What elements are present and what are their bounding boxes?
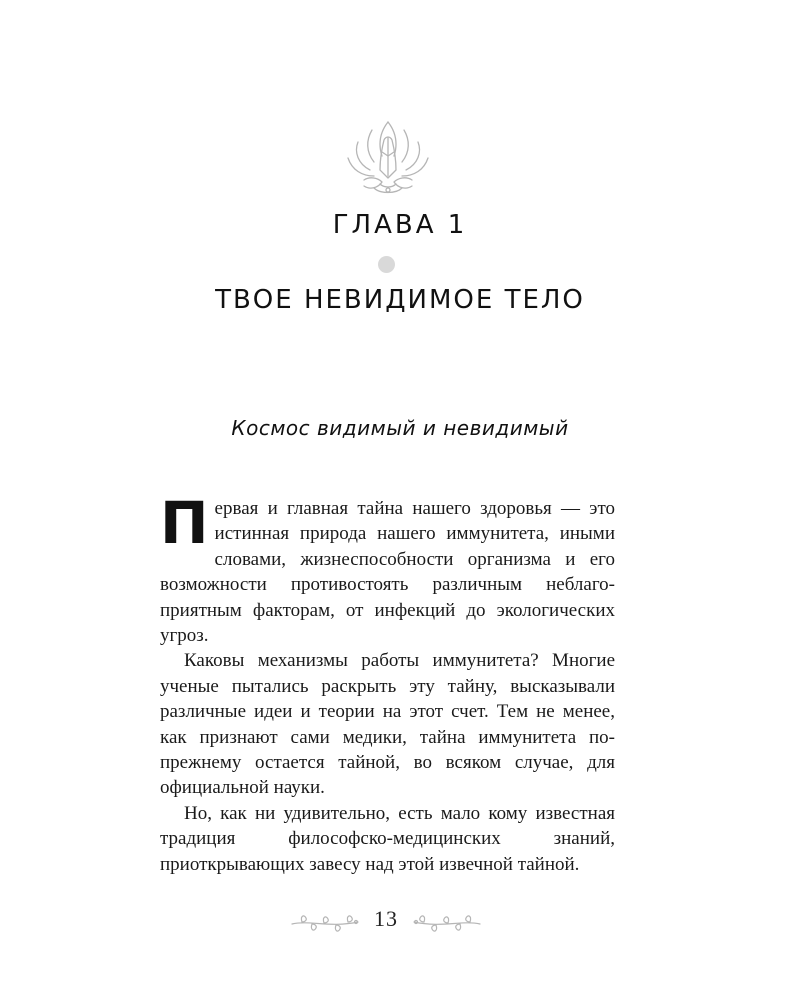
lotus-praying-hands-icon — [344, 118, 432, 198]
body-text — [160, 489, 615, 877]
page-footer — [0, 906, 800, 936]
dot-icon — [378, 256, 395, 273]
paragraph-1 — [160, 489, 615, 648]
paragraph-1-text: ервая и главная тайна нашего здоровья — это истинная природа нашего иммунитета, иными словами, жизнеспособности организма и его возможности противостоять различным неблагоприятным факторам, от инфекций до экологических угроз. — [160, 498, 615, 647]
paragraph-2: Каковы механизмы работы иммунитета? Многие ученые пытались раскрыть эту тайну, высказывали различные идеи и теории на этот счет. Тем не менее, как признают сами медики, тайна иммунитета по-прежнему остается тайной, во всяком случае, для официальной науки. — [160, 650, 615, 799]
chapter-label: ГЛАВА 1 — [332, 210, 468, 240]
chapter-title: ТВОЕ НЕВИДИМОЕ ТЕЛО — [215, 285, 585, 315]
section-title: Космос видимый и невидимый — [231, 416, 569, 440]
floral-vine-icon — [412, 910, 482, 936]
page-number: 13 — [374, 906, 398, 931]
paragraph-3: Но, как ни удивительно, есть мало кому известная традиция философско-медицинских знаний, приоткрывающих завесу над этой извечной тайной. — [160, 802, 615, 875]
drop-cap: П — [160, 489, 209, 557]
floral-vine-icon — [290, 910, 360, 936]
